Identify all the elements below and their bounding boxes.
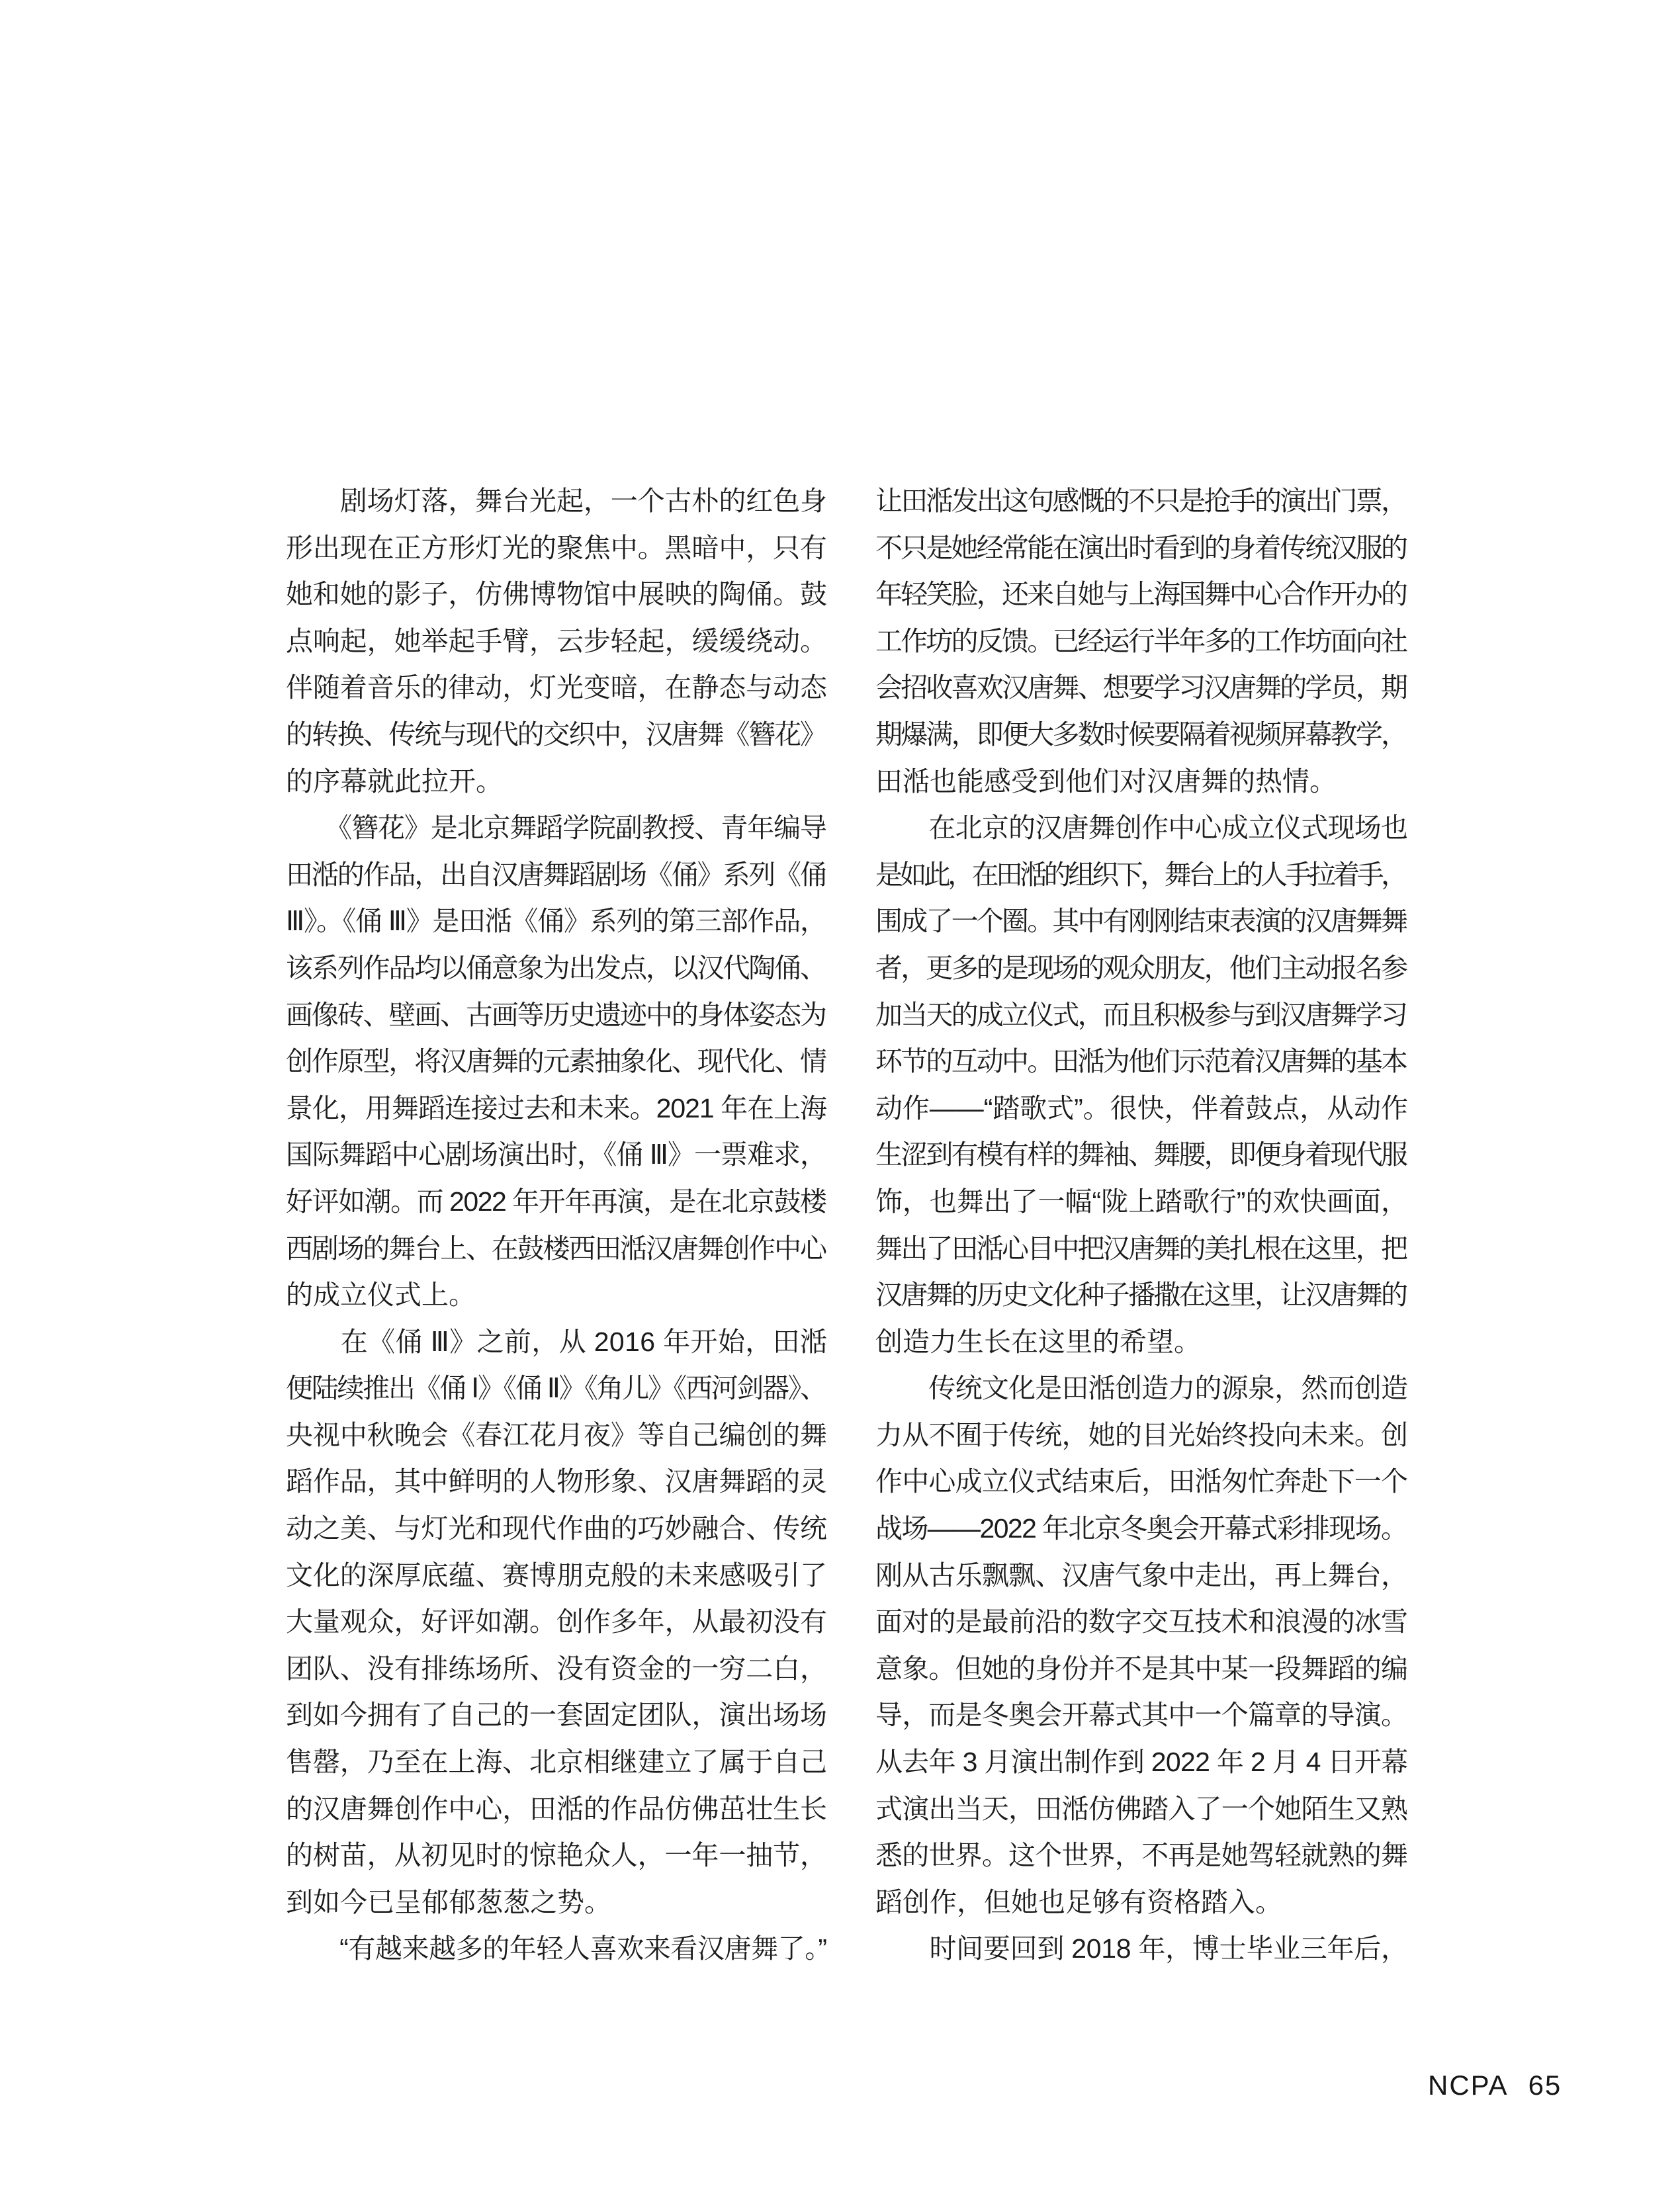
text-line: 是如此，在田湉的组织下，舞台上的人手拉着手， <box>875 859 1405 890</box>
text-line: 《簪花》是北京舞蹈学院副教授、青年编导 <box>286 812 826 844</box>
text-line: 意象。但她的身份并不是其中某一段舞蹈的编 <box>875 1653 1408 1684</box>
article-column-right <box>875 478 1408 1972</box>
text-line: 饰，也舞出了一幅“陇上踏歌行”的欢快画面， <box>875 1186 1408 1217</box>
page-footer <box>1428 2070 1562 2101</box>
text-line: 蹈创作，但她也足够有资格踏入。 <box>875 1886 1282 1917</box>
text-line: 大量观众，好评如潮。创作多年，从最初没有 <box>286 1606 827 1638</box>
text-line: 舞出了田湉心目中把汉唐舞的美扎根在这里，把 <box>875 1233 1407 1264</box>
text-line: 伴随着音乐的律动，灯光变暗，在静态与动态 <box>286 672 827 703</box>
text-line: 悉的世界。这个世界，不再是她驾轻就熟的舞 <box>875 1840 1408 1871</box>
text-line: 央视中秋晚会《春江花月夜》等自己编创的舞 <box>286 1419 827 1450</box>
text-line: 景化，用舞蹈连接过去和未来。2021 年在上海 <box>286 1092 826 1123</box>
text-line: 动作——“踏歌式”。很快，伴着鼓点，从动作 <box>875 1092 1408 1123</box>
text-line: 传统文化是田湉创造力的源泉，然而创造 <box>875 1373 1408 1404</box>
text-line: 动之美、与灯光和现代作曲的巧妙融合、传统 <box>286 1513 827 1544</box>
text-line: 的汉唐舞创作中心，田湉的作品仿佛茁壮生长 <box>286 1793 827 1824</box>
footer-page-number: 65 <box>1528 2070 1562 2101</box>
text-line: 工作坊的反馈。已经运行半年多的工作坊面向社 <box>875 625 1407 656</box>
text-line: 的成立仪式上。 <box>286 1280 476 1311</box>
text-line: 好评如潮。而 2022 年开年再演，是在北京鼓楼 <box>286 1186 826 1217</box>
text-line: 会招收喜欢汉唐舞、想要学习汉唐舞的学员，期 <box>875 672 1407 703</box>
text-line: 的转换、传统与现代的交织中，汉唐舞《簪花》 <box>286 719 826 750</box>
text-line: 文化的深厚底蕴、赛博朋克般的未来感吸引了 <box>286 1559 827 1591</box>
text-line: 汉唐舞的历史文化种子播撒在这里，让汉唐舞的 <box>875 1280 1407 1311</box>
text-line: 到如今拥有了自己的一套固定团队，演出场场 <box>286 1700 827 1731</box>
text-line: 的树苗，从初见时的惊艳众人，一年一抽节， <box>286 1840 827 1871</box>
text-line: 点响起，她举起手臂，云步轻起，缓缓绕动。 <box>286 625 827 656</box>
text-line: 不只是她经常能在演出时看到的身着传统汉服的 <box>875 532 1407 563</box>
text-line: 加当天的成立仪式，而且积极参与到汉唐舞学习 <box>875 999 1407 1030</box>
text-line: 售罄，乃至在上海、北京相继建立了属于自己 <box>286 1747 827 1778</box>
text-line: 作中心成立仪式结束后，田湉匆忙奔赴下一个 <box>875 1466 1408 1497</box>
text-line: 到如今已呈郁郁葱葱之势。 <box>286 1886 611 1917</box>
text-line: 面对的是最前沿的数字交互技术和浪漫的冰雪 <box>875 1606 1408 1638</box>
text-line: 战场——2022 年北京冬奥会开幕式彩排现场。 <box>875 1513 1407 1544</box>
text-line: 环节的互动中。田湉为他们示范着汉唐舞的基本 <box>875 1046 1407 1077</box>
text-line: 导，而是冬奥会开幕式其中一个篇章的导演。 <box>875 1700 1408 1731</box>
text-line: 让田湉发出这句感慨的不只是抢手的演出门票， <box>875 486 1407 516</box>
text-line: 年轻笑脸，还来自她与上海国舞中心合作开办的 <box>875 579 1407 610</box>
text-line: 团队、没有排练场所、没有资金的一穷二白， <box>286 1653 827 1684</box>
text-line: 者，更多的是现场的观众朋友，他们主动报名参 <box>875 952 1407 983</box>
text-line: “有越来越多的年轻人喜欢来看汉唐舞了。” <box>286 1933 827 1964</box>
text-line: 从去年 3 月演出制作到 2022 年 2 月 4 日开幕 <box>875 1747 1408 1778</box>
text-line: 田湉的作品，出自汉唐舞蹈剧场《俑》系列《俑 <box>286 859 826 890</box>
text-line: 式演出当天，田湉仿佛踏入了一个她陌生又熟 <box>875 1793 1408 1824</box>
text-line: 国际舞蹈中心剧场演出时，《俑 Ⅲ》一票难求， <box>286 1139 826 1170</box>
text-line: 刚从古乐飘飘、汉唐气象中走出，再上舞台， <box>875 1559 1408 1591</box>
text-line: 在《俑 Ⅲ》之前，从 2016 年开始，田湉 <box>286 1326 828 1357</box>
footer-brand: NCPA <box>1428 2070 1509 2101</box>
text-line: 她和她的影子，仿佛博物馆中展映的陶俑。鼓 <box>286 579 827 610</box>
text-line: 时间要回到 2018 年，博士毕业三年后， <box>875 1933 1408 1964</box>
text-line: 蹈作品，其中鲜明的人物形象、汉唐舞蹈的灵 <box>286 1466 827 1497</box>
article-column-left <box>286 478 827 1972</box>
text-line: 力从不囿于传统，她的目光始终投向未来。创 <box>875 1419 1408 1450</box>
text-line: 期爆满，即便大多数时候要隔着视频屏幕教学， <box>875 719 1407 750</box>
text-line: Ⅲ》。《俑 Ⅲ》是田湉《俑》系列的第三部作品， <box>286 906 826 937</box>
text-line: 围成了一个圈。其中有刚刚结束表演的汉唐舞舞 <box>875 906 1407 937</box>
text-line: 西剧场的舞台上、在鼓楼西田湉汉唐舞创作中心 <box>286 1233 826 1264</box>
text-line: 创造力生长在这里的希望。 <box>875 1326 1201 1357</box>
text-line: 生涩到有模有样的舞袖、舞腰，即便身着现代服 <box>875 1139 1407 1170</box>
text-line: 创作原型，将汉唐舞的元素抽象化、现代化、情 <box>286 1046 826 1077</box>
text-line: 田湉也能感受到他们对汉唐舞的热情。 <box>875 766 1337 797</box>
text-line: 的序幕就此拉开。 <box>286 766 503 797</box>
text-line: 在北京的汉唐舞创作中心成立仪式现场也 <box>875 812 1408 844</box>
text-line: 该系列作品均以俑意象为出发点，以汉代陶俑、 <box>286 952 826 983</box>
text-line: 形出现在正方形灯光的聚焦中。黑暗中，只有 <box>286 532 827 563</box>
text-line: 剧场灯落，舞台光起，一个古朴的红色身 <box>286 486 827 516</box>
text-line: 画像砖、壁画、古画等历史遗迹中的身体姿态为 <box>286 999 826 1030</box>
text-line: 便陆续推出《俑 Ⅰ》《俑 Ⅱ》《角儿》《西河剑器》、 <box>286 1373 826 1404</box>
